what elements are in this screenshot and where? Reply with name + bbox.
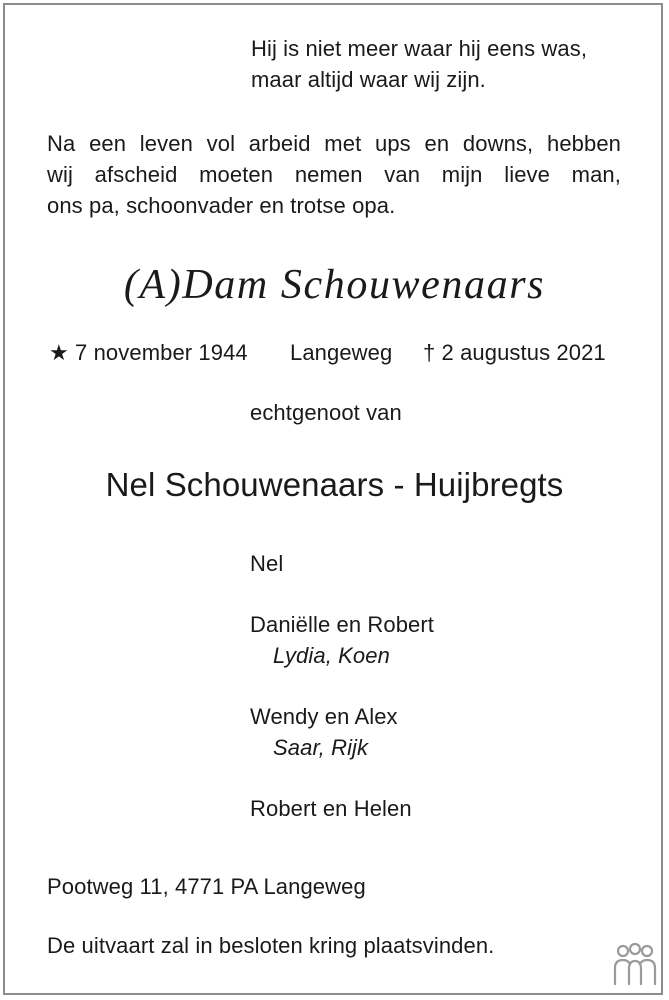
grandchildren-names: Lydia, Koen [273, 643, 390, 668]
family-names: Daniëlle en Robert [250, 612, 435, 637]
spouse-intro: echtgenoot van [250, 400, 402, 425]
family-names: Robert en Helen [250, 796, 412, 821]
motto-line-2: maar altijd waar wij zijn. [251, 67, 486, 92]
people-group-icon [610, 942, 660, 986]
grandchildren-names: Saar, Rijk [273, 735, 369, 760]
death-date: † 2 augustus 2021 [423, 340, 606, 365]
intro-line-2: wij afscheid moeten nemen van mijn lieve man, [47, 162, 621, 187]
motto [251, 33, 587, 95]
birth-place: Langeweg [290, 340, 393, 365]
spouse-name: Nel Schouwenaars - Huijbregts [105, 466, 564, 503]
intro-line-3: ons pa, schoonvader en trotse opa. [47, 193, 396, 218]
motto-line-1: Hij is niet meer waar hij eens was, [251, 36, 588, 61]
deceased-name: (A)Dam Schouwenaars [123, 262, 546, 308]
intro-line-1: Na een leven vol arbeid met ups en downs, hebben [47, 131, 621, 156]
address: Pootweg 11, 4771 PA Langeweg [47, 874, 366, 899]
family-names: Wendy en Alex [250, 704, 398, 729]
birth-date: ★ 7 november 1944 [49, 340, 248, 365]
funeral-notice: De uitvaart zal in besloten kring plaatsvinden. [47, 933, 495, 958]
intro-text [47, 128, 621, 221]
family-names: Nel [250, 551, 284, 576]
